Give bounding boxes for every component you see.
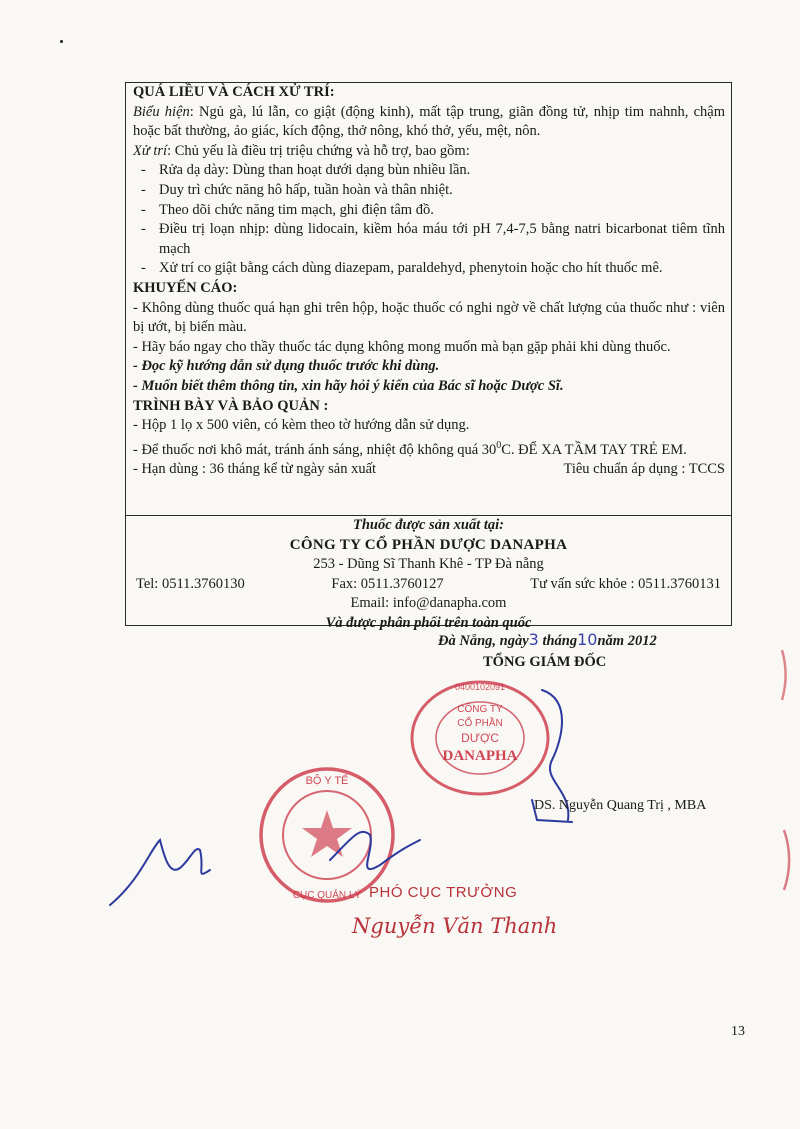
symptoms-label: Biểu hiện bbox=[133, 103, 190, 120]
health-hotline: Tư vấn sức khỏe : 0511.3760131 bbox=[530, 575, 721, 592]
shelf-life: - Hạn dùng : 36 tháng kể từ ngày sản xuất bbox=[133, 461, 377, 478]
advice-p2: - Hãy báo ngay cho thầy thuốc tác dụng không mong muốn mà bạn gặp phải khi dùng thuốc. bbox=[133, 338, 671, 355]
fax: Fax: 0511.3760127 bbox=[331, 575, 444, 592]
treatment-text: : Chủ yếu là điều trị triệu chứng và hỗ trợ, bao gồm: bbox=[167, 142, 470, 159]
treatment-item: - Duy trì chức năng hô hấp, tuần hoàn và thân nhiệt. bbox=[141, 181, 453, 198]
scan-speck bbox=[60, 40, 63, 43]
packaging-title: TRÌNH BÀY VÀ BẢO QUẢN : bbox=[133, 397, 329, 414]
shelf-life-row bbox=[133, 460, 725, 480]
handwritten-month: 10 bbox=[577, 630, 598, 649]
director-title: TỔNG GIÁM ĐỐC bbox=[483, 654, 607, 670]
packaging-p2: - Để thuốc nơi khô mát, tránh ánh sáng, nhiệt độ không quá $30^0C$. ĐỂ XA TẦM TAY TRẺ EM. bbox=[133, 439, 687, 458]
company-address: 253 - Dũng Sĩ Thanh Khê - TP Đà nẵng bbox=[313, 556, 544, 573]
packaging-p1: - Hộp 1 lọ x 500 viên, có kèm theo tờ hướng dẫn sử dụng. bbox=[133, 417, 470, 434]
svg-text:CỤC QUẢN LÝ: CỤC QUẢN LÝ bbox=[292, 890, 362, 901]
contact-row bbox=[126, 575, 731, 595]
email: Email: info@danapha.com bbox=[350, 595, 507, 612]
treatment-item: - Theo dõi chức năng tim mạch, ghi điện tâm đồ. bbox=[141, 201, 434, 218]
svg-text:0400102091: 0400102091 bbox=[454, 682, 506, 692]
signer-name: DS. Nguyễn Quang Trị , MBA bbox=[534, 798, 707, 813]
advice-warning-2: - Muốn biết thêm thông tin, xin hãy hỏi ý kiến của Bác sĩ hoặc Dược Sĩ. bbox=[133, 377, 564, 394]
company-name: CÔNG TY CỔ PHẦN DƯỢC DANAPHA bbox=[289, 536, 568, 553]
overdose-title: QUÁ LIỀU VÀ CÁCH XỬ TRÍ: bbox=[133, 84, 335, 100]
treatment-item: - Xử trí co giật bằng cách dùng diazepam, paraldehyd, phenytoin hoặc cho hít thuốc mê. bbox=[141, 260, 663, 277]
svg-text:CỔ PHẦN: CỔ PHẦN bbox=[457, 718, 503, 729]
vice-director-name: Nguyễn Văn Thanh bbox=[352, 914, 558, 938]
applied-standard: Tiêu chuẩn áp dụng : TCCS bbox=[563, 461, 725, 478]
overdose-treatment bbox=[133, 142, 725, 162]
leaflet-box bbox=[125, 82, 732, 631]
partial-seal-icon bbox=[722, 640, 800, 900]
svg-text:CÔNG TY: CÔNG TY bbox=[457, 704, 503, 715]
overdose-symptoms bbox=[133, 103, 725, 142]
vice-director-title: PHÓ CỤC TRƯỞNG bbox=[369, 884, 518, 901]
signing-date: Đà Nẵng, ngày3 tháng10năm 2012 bbox=[438, 630, 657, 649]
treatment-item: - Rửa dạ dày: Dùng than hoạt dưới dạng bùn nhiều lần. bbox=[141, 162, 471, 179]
treatment-item: - Điều trị loạn nhịp: dùng lidocain, kiềm hóa máu tới pH 7,4-7,5 bằng natri bicarbonat tiêm tĩnh mạch bbox=[141, 221, 725, 257]
made-by-label: Thuốc được sản xuất tại: bbox=[352, 517, 504, 533]
advice-title: KHUYẾN CÁO: bbox=[133, 279, 238, 296]
advice-warning-1: - Đọc kỹ hướng dẫn sử dụng thuốc trước khi dùng. bbox=[133, 358, 440, 375]
svg-text:BỘ Y TẾ: BỘ Y TẾ bbox=[305, 775, 349, 787]
treatment-label: Xử trí bbox=[133, 142, 168, 159]
advice-p1: - Không dùng thuốc quá hạn ghi trên hộp, hoặc thuốc có nghi ngờ về chất lượng của thuốc như : viên bị ướt, bị biến màu. bbox=[133, 299, 725, 336]
symptoms-text: : Ngủ gà, lú lẫn, co giật (động kinh), mất tập trung, giãn đồng tử, nhịp tim nahnh, chậm hoặc bất thường, ảo giác, kích động, thở nông, khó thở, yếu, mệt, nôn. bbox=[133, 103, 725, 140]
tel: Tel: 0511.3760130 bbox=[136, 575, 245, 592]
distribution-note: Và được phân phối trên toàn quốc bbox=[325, 614, 532, 631]
svg-text:DANAPHA: DANAPHA bbox=[442, 748, 518, 764]
page-number: 13 bbox=[731, 1024, 745, 1039]
svg-text:DƯỢC: DƯỢC bbox=[461, 731, 499, 745]
manufacturer-block bbox=[126, 515, 731, 631]
handwritten-day: 3 bbox=[528, 630, 539, 649]
vice-director-signature-icon bbox=[100, 820, 440, 920]
